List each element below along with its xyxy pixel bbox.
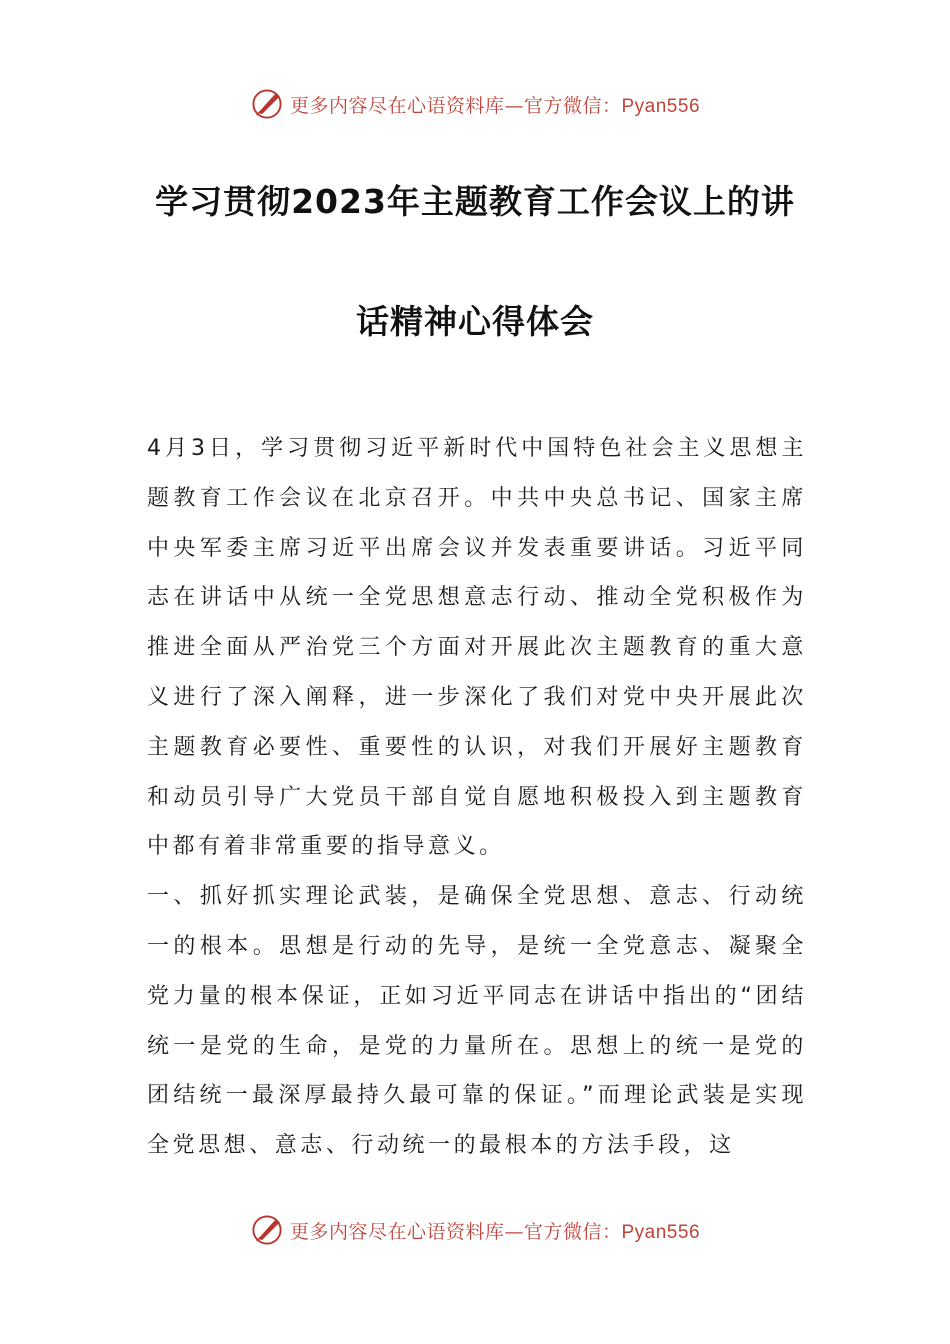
watermark-main-text: 更多内容尽在心语资料库 <box>289 1220 505 1243</box>
watermark-channel-text: 官方微信： <box>523 94 622 117</box>
watermark-text <box>290 1217 700 1244</box>
watermark-wechat-id: Pyan556 <box>621 95 701 117</box>
watermark-dash: — <box>504 94 524 117</box>
watermark-channel-text: 官方微信： <box>523 1220 622 1243</box>
body-paragraph-2: 一、抓好抓实理论武装，是确保全党思想、意志、行动统一的根本。思想是行动的先导，是统一全党意志、凝聚全党力量的根本保证，正如习近平同志在讲话中指出的“团结统一是党的生命，是党的力量所在。思想上的统一是党的团结统一最深厚最持久最可靠的保证。”而理论武装是实现全党思想、意志、行动统一的最根本的方法手段，这 <box>147 884 807 1159</box>
header-watermark <box>0 84 950 124</box>
watermark-wechat-id: Pyan556 <box>621 1221 701 1243</box>
body-paragraph-1: 4月3日，学习贯彻习近平新时代中国特色社会主义思想主题教育工作会议在北京召开。中共中央总书记、国家主席中央军委主席习近平出席会议并发表重要讲话。习近平同志在讲话中从统一全党思想意志行动、推动全党积极作为推进全面从严治党三个方面对开展此次主题教育的重大意义进行了深入阐释，进一步深化了我们对党中央开展此次主题教育必要性、重要性的认识，对我们开展好主题教育和动员引导广大党员干部自觉自愿地积极投入到主题教育中都有着非常重要的指导意义。 <box>147 436 807 860</box>
document-title-line-2: 话精神心得体会 <box>356 302 594 341</box>
pen-nib-logo-icon <box>250 1213 284 1247</box>
watermark-dash: — <box>504 1220 524 1243</box>
watermark-main-text: 更多内容尽在心语资料库 <box>289 94 505 117</box>
document-body <box>147 424 807 1171</box>
footer-watermark <box>0 1210 950 1250</box>
pen-nib-logo-icon <box>250 87 284 121</box>
watermark-text <box>290 91 700 118</box>
document-title-line-1: 学习贯彻2023年主题教育工作会议上的讲 <box>155 182 795 221</box>
